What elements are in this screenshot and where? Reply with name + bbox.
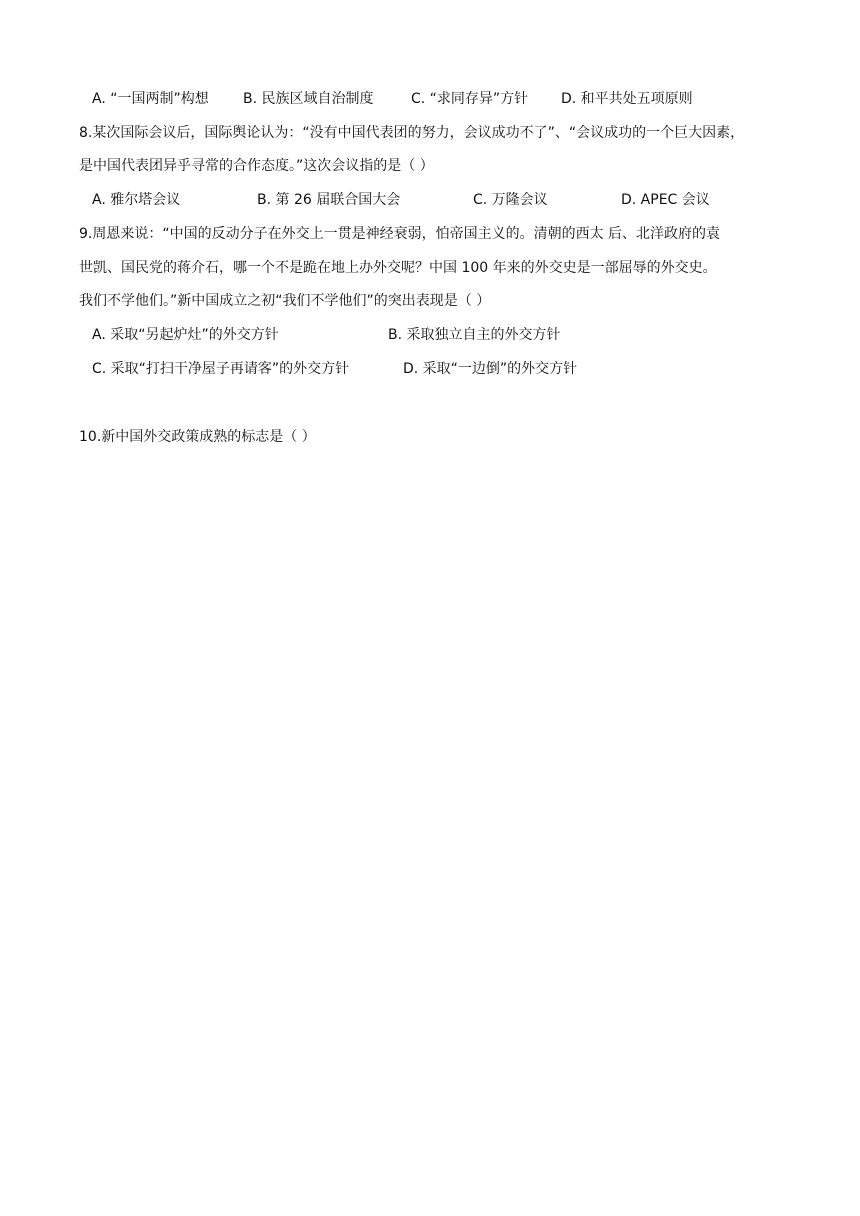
q7-option-c[interactable]: C. “求同存异”方针: [411, 91, 529, 107]
q9-option-c[interactable]: C. 采取“打扫干净屋子再请客”的外交方针: [92, 361, 350, 377]
q9-option-d[interactable]: D. 采取“一边倒”的外交方针: [403, 361, 578, 377]
q8-stem-line-2: 是中国代表团异乎寻常的合作态度。”这次会议指的是（ ）: [79, 158, 434, 174]
q9-option-a[interactable]: A. 采取“另起炉灶”的外交方针: [92, 327, 279, 343]
q8-option-b[interactable]: B. 第 26 届联合国大会: [257, 192, 401, 208]
q7-option-d[interactable]: D. 和平共处五项原则: [561, 91, 693, 107]
q9-stem-line-2: 世凯、国民党的蒋介石，哪一个不是跪在地上办外交呢？中国 100 年来的外交史是一部屈辱的外交史。: [79, 260, 717, 276]
q8-option-a[interactable]: A. 雅尔塔会议: [92, 192, 181, 208]
q7-option-b[interactable]: B. 民族区域自治制度: [243, 91, 374, 107]
q9-stem-line-1: 9.周恩来说：“中国的反动分子在外交上一贯是神经衰弱，怕帝国主义的。清朝的西太 后、北洋政府的袁: [79, 226, 721, 242]
q9-stem-line-3: 我们不学他们。”新中国成立之初“我们不学他们”的突出表现是（ ）: [79, 293, 491, 309]
q8-option-d[interactable]: D. APEC 会议: [621, 192, 710, 208]
q10-stem: 10.新中国外交政策成熟的标志是（ ）: [79, 429, 316, 445]
q7-option-a[interactable]: A. “一国两制”构想: [92, 91, 209, 107]
q9-option-b[interactable]: B. 采取独立自主的外交方针: [388, 327, 561, 343]
q8-option-c[interactable]: C. 万隆会议: [473, 192, 548, 208]
q8-stem-line-1: 8.某次国际会议后，国际舆论认为：“没有中国代表团的努力，会议成功不了”、“会议成功的一个巨大因素，: [79, 125, 745, 141]
